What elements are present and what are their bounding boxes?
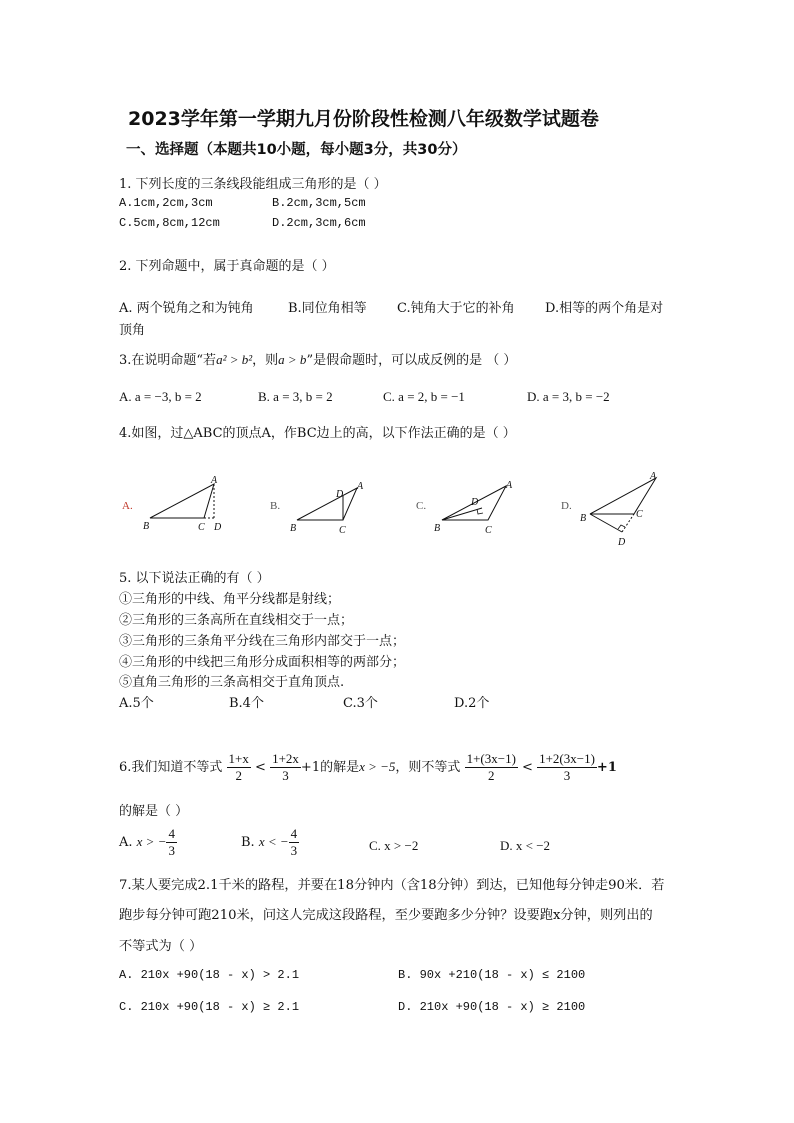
figure-b-label: B. (270, 500, 281, 512)
q3-option-b: B. a = 3, b = 2 (258, 389, 333, 404)
q6-f4-den: 3 (563, 768, 571, 783)
fig-c-vertex-c: C (485, 525, 492, 536)
q7-option-c: C. 210x +90(18 - x) ≥ 2.1 (119, 1000, 300, 1014)
fig-c-vertex-a: A (506, 480, 513, 491)
q5-statement-4: ④三角形的中线把三角形分成面积相等的两部分； (119, 655, 406, 670)
q6-plus-1: +1的解是 (300, 760, 360, 775)
q2-option-c: C.钝角大于它的补角 (397, 301, 515, 316)
q6-fraction-3 (465, 751, 518, 784)
q2-option-d-continued: 顶角 (119, 323, 146, 338)
q5-option-c: C.3个 (343, 696, 378, 711)
q3-stem-mid: ，则 (252, 353, 279, 368)
fig-c-vertex-d: D (471, 497, 479, 508)
q6-a-prefix: A. (119, 835, 137, 850)
fig-b-vertex-d: D (336, 489, 344, 500)
q5-statement-5: ⑤直角三角形的三条高相交于直角顶点. (119, 675, 345, 690)
q6-lt-2: < (522, 760, 533, 775)
q2-option-a: A. 两个锐角之和为钝角 (119, 301, 254, 316)
q7-option-a: A. 210x +90(18 - x) > 2.1 (119, 968, 300, 982)
fig-c-vertex-b: B (434, 523, 441, 534)
q6-a-expr: x > − (136, 834, 167, 849)
figure-c-label: C. (416, 500, 427, 512)
q6-b-num: 4 (290, 826, 298, 841)
q6-b-prefix: B. (241, 835, 259, 850)
figure-d-triangle (576, 470, 666, 548)
q2-option-d: D.相等的两个角是对 (545, 301, 664, 316)
q6-stem-mid: ，则不等式 (395, 760, 461, 775)
q3-conclusion: a > b (278, 352, 307, 367)
q6-known-solution: x > −5 (359, 759, 396, 774)
q3-option-a: A. a = −3, b = 2 (119, 389, 202, 404)
q3-option-c: C. a = 2, b = −1 (383, 389, 465, 404)
q5-statement-2: ②三角形的三条高所在直线相交于一点； (119, 613, 354, 628)
q3-condition: a² > b² (216, 352, 253, 367)
fig-b-vertex-a: A (357, 481, 364, 492)
q6-option-b (241, 826, 299, 859)
q6-b-expr: x < − (258, 834, 289, 849)
q6-fraction-1 (227, 751, 251, 784)
q5-option-d: D.2个 (454, 696, 490, 711)
q6-a-num: 4 (168, 826, 175, 841)
q6-f1-den: 2 (235, 768, 242, 783)
fig-d-vertex-c: C (636, 509, 643, 520)
q6-b-den: 3 (290, 843, 298, 858)
fig-b-vertex-b: B (290, 523, 297, 534)
q7-option-d: D. 210x +90(18 - x) ≥ 2100 (398, 1000, 586, 1014)
q1-option-b: B.2cm,3cm,5cm (272, 196, 366, 210)
question-2-stem: 2. 下列命题中，属于真命题的是（ ） (119, 259, 335, 274)
q3-option-d: D. a = 3, b = −2 (527, 389, 610, 404)
q6-f3-den: 2 (487, 768, 495, 783)
q5-option-a: A.5个 (119, 696, 154, 711)
q1-option-d: D.2cm,3cm,6cm (272, 216, 366, 230)
q7-option-b: B. 90x +210(18 - x) ≤ 2100 (398, 968, 586, 982)
q6-fraction-4 (537, 751, 597, 784)
q6-f3-num: 1+(3x−1) (466, 751, 516, 766)
q6-option-c: C. x > −2 (369, 838, 419, 853)
fig-d-vertex-d: D (618, 537, 626, 548)
q1-option-c: C.5cm,8cm,12cm (119, 216, 220, 230)
q6-b-fraction (289, 826, 300, 859)
section-heading: 一、选择题（本题共10小题，每小题3分，共30分） (126, 142, 467, 158)
fig-a-vertex-d: D (214, 522, 222, 533)
figure-a-triangle (140, 476, 230, 536)
figure-a-label: A. (122, 500, 133, 512)
q6-stem-pre: 6.我们知道不等式 (119, 760, 223, 775)
fig-a-vertex-c: C (198, 522, 205, 533)
fig-a-vertex-a: A (211, 476, 218, 486)
q5-statement-1: ①三角形的中线、角平分线都是射线； (119, 592, 341, 607)
question-4-stem: 4.如图，过△ABC的顶点A，作BC边上的高，以下作法正确的是（ ） (119, 426, 516, 441)
question-3-stem (119, 349, 516, 368)
page-title: 2023学年第一学期九月份阶段性检测八年级数学试题卷 (128, 108, 599, 130)
q6-option-a (119, 826, 177, 859)
q6-lt-1: < (255, 760, 266, 775)
q6-f4-num: 1+2(3x−1) (539, 751, 595, 766)
q1-option-a: A.1cm,2cm,3cm (119, 196, 213, 210)
q6-f2-den: 3 (282, 768, 289, 783)
q6-f2-num: 1+2x (272, 751, 299, 766)
fig-d-vertex-b: B (580, 513, 587, 524)
figure-c-triangle (430, 478, 520, 538)
question-7-line-1: 7.某人要完成2.1千米的路程，并要在18分钟内（含18分钟）到达，已知他每分钟走90米．若 (119, 878, 665, 893)
q3-stem-post: ”是假命题时，可以成反例的是 （ ） (306, 353, 517, 368)
q3-stem-pre: 3.在说明命题“若 (119, 353, 217, 368)
q6-plus-1b: +1 (596, 760, 617, 775)
q5-option-b: B.4个 (229, 696, 264, 711)
fig-a-vertex-b: B (143, 521, 150, 532)
question-5-stem: 5. 以下说法正确的有（ ） (119, 571, 270, 586)
q2-option-b: B.同位角相等 (288, 301, 367, 316)
q6-fraction-2 (270, 751, 301, 784)
fig-d-vertex-a: A (650, 471, 657, 482)
figure-b-triangle (285, 478, 375, 538)
question-1-stem: 1. 下列长度的三条线段能组成三角形的是（ ） (119, 177, 387, 192)
q5-statement-3: ③三角形的三条角平分线在三角形内部交于一点； (119, 634, 406, 649)
q6-line-2: 的解是（ ） (119, 804, 189, 819)
question-7-line-3: 不等式为（ ） (119, 939, 203, 954)
q6-option-d: D. x < −2 (500, 838, 551, 853)
question-6-stem (119, 751, 617, 784)
q6-a-fraction (166, 826, 177, 859)
q6-f1-num: 1+x (228, 751, 249, 766)
fig-b-vertex-c: C (339, 525, 346, 536)
q6-a-den: 3 (168, 843, 175, 858)
question-7-line-2: 跑步每分钟可跑210米，问这人完成这段路程，至少要跑多少分钟？设要跑x分钟，则列出的 (119, 908, 653, 923)
figure-d-label: D. (561, 500, 572, 512)
